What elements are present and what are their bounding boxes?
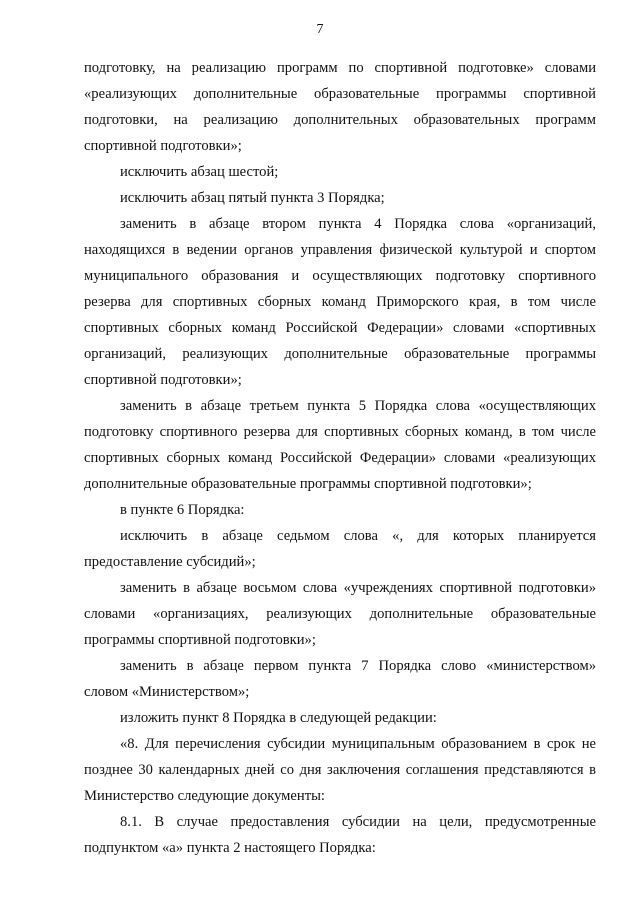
- text-line: спортивных сборных команд Российской Федерации» словами «реализующих: [84, 450, 596, 466]
- text-line: исключить в абзаце седьмом слова «, для которых планируется: [120, 528, 596, 544]
- text-line: словами «организациях, реализующих дополнительные образовательные: [84, 606, 596, 622]
- text-line: позднее 30 календарных дней со дня заключения соглашения представляются в: [84, 762, 596, 778]
- text-line: подпунктом «а» пункта 2 настоящего Порядка:: [84, 840, 376, 856]
- text-line: заменить в абзаце третьем пункта 5 Порядка слова «осуществляющих: [120, 398, 596, 414]
- text-line: спортивных сборных команд Российской Федерации» словами «спортивных: [84, 320, 596, 336]
- text-line: изложить пункт 8 Порядка в следующей редакции:: [120, 710, 437, 726]
- text-line: резерва для спортивных сборных команд Приморского края, в том числе: [84, 294, 596, 310]
- text-line: спортивной подготовки»;: [84, 138, 242, 154]
- text-line: заменить в абзаце восьмом слова «учреждениях спортивной подготовки»: [120, 580, 596, 596]
- text-line: исключить абзац шестой;: [120, 164, 279, 180]
- text-line: программы спортивной подготовки»;: [84, 632, 316, 648]
- text-line: в пункте 6 Порядка:: [120, 502, 245, 518]
- text-line: находящихся в ведении органов управления физической культурой и спортом: [84, 242, 596, 258]
- text-line: 8.1. В случае предоставления субсидии на цели, предусмотренные: [120, 814, 596, 830]
- text-line: подготовку спортивного резерва для спортивных сборных команд, в том числе: [84, 424, 596, 440]
- text-line: подготовку, на реализацию программ по спортивной подготовке» словами: [84, 60, 596, 76]
- text-line: подготовки, на реализацию дополнительных образовательных программ: [84, 112, 596, 128]
- text-line: заменить в абзаце первом пункта 7 Порядка слово «министерством»: [120, 658, 596, 674]
- text-line: «8. Для перечисления субсидии муниципальным образованием в срок не: [120, 736, 596, 752]
- text-line: организаций, реализующих дополнительные образовательные программы: [84, 346, 596, 362]
- document-body: [84, 55, 596, 861]
- text-line: Министерство следующие документы:: [84, 788, 325, 804]
- text-line: «реализующих дополнительные образовательные программы спортивной: [84, 86, 596, 102]
- text-line: дополнительные образовательные программы спортивной подготовки»;: [84, 476, 532, 492]
- text-line: словом «Министерством»;: [84, 684, 250, 700]
- text-line: предоставление субсидий»;: [84, 554, 256, 570]
- page-number: 7: [316, 22, 324, 37]
- text-line: исключить абзац пятый пункта 3 Порядка;: [120, 190, 385, 206]
- text-line: заменить в абзаце втором пункта 4 Порядка слова «организаций,: [120, 216, 596, 232]
- text-line: муниципального образования и осуществляющих подготовку спортивного: [84, 268, 596, 284]
- text-line: спортивной подготовки»;: [84, 372, 242, 388]
